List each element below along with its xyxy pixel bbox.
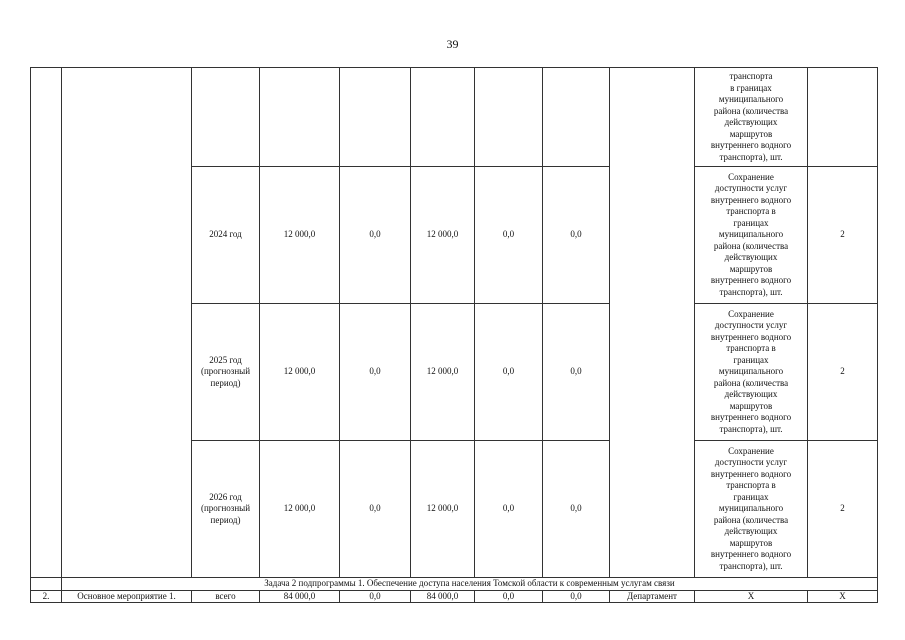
federal-cell: 0,0	[340, 167, 411, 304]
name-cell	[62, 68, 192, 578]
value-cell: 2	[808, 441, 878, 578]
indicator-cell: Сохранение доступности услуг внутреннего водного транспорта в границах муниципального района (количества действующих маршрутов внутреннего водного транспорта), шт.	[695, 441, 808, 578]
regional-cell: 12 000,0	[411, 441, 475, 578]
value-cell: 2	[808, 304, 878, 441]
year-cell: 2025 год (прогнозный период)	[192, 304, 260, 441]
federal-cell: 0,0	[340, 304, 411, 441]
num-cell	[31, 68, 62, 578]
other-cell: 0,0	[543, 167, 610, 304]
local-cell: 0,0	[475, 167, 543, 304]
local-cell	[475, 68, 543, 167]
table-row	[31, 68, 878, 167]
name-cell: Основное мероприятие 1.	[62, 590, 192, 603]
page-number: 39	[446, 37, 459, 51]
value-cell: Х	[808, 590, 878, 603]
total-cell: 12 000,0	[260, 441, 340, 578]
regional-cell	[411, 68, 475, 167]
regional-cell: 12 000,0	[411, 167, 475, 304]
indicator-cell: Х	[695, 590, 808, 603]
regional-cell: 12 000,0	[411, 304, 475, 441]
task-title: Задача 2 подпрограммы 1. Обеспечение доступа населения Томской области к современным услугам связи	[62, 578, 878, 591]
other-cell: 0,0	[543, 590, 610, 603]
executor-cell: Департамент	[610, 590, 695, 603]
year-cell: 2024 год	[192, 167, 260, 304]
federal-cell: 0,0	[340, 590, 411, 603]
local-cell: 0,0	[475, 590, 543, 603]
indicator-cell: транспорта в границах муниципального района (количества действующих маршрутов внутреннего водного транспорта), шт.	[695, 68, 808, 167]
indicator-cell: Сохранение доступности услуг внутреннего водного транспорта в границах муниципального района (количества действующих маршрутов внутреннего водного транспорта), шт.	[695, 167, 808, 304]
value-cell: 2	[808, 167, 878, 304]
regional-cell: 84 000,0	[411, 590, 475, 603]
total-cell: 84 000,0	[260, 590, 340, 603]
other-cell: 0,0	[543, 441, 610, 578]
year-cell: 2026 год (прогнозный период)	[192, 441, 260, 578]
program-table	[30, 67, 878, 603]
year-cell	[192, 68, 260, 167]
total-cell: 12 000,0	[260, 304, 340, 441]
federal-cell: 0,0	[340, 441, 411, 578]
local-cell: 0,0	[475, 304, 543, 441]
total-cell: 12 000,0	[260, 167, 340, 304]
federal-cell	[340, 68, 411, 167]
year-cell: всего	[192, 590, 260, 603]
num-cell	[31, 578, 62, 591]
executor-cell	[610, 68, 695, 578]
other-cell: 0,0	[543, 304, 610, 441]
value-cell	[808, 68, 878, 167]
main-event-row	[31, 590, 878, 603]
other-cell	[543, 68, 610, 167]
task-row	[31, 578, 878, 591]
local-cell: 0,0	[475, 441, 543, 578]
indicator-cell: Сохранение доступности услуг внутреннего водного транспорта в границах муниципального района (количества действующих маршрутов внутреннего водного транспорта), шт.	[695, 304, 808, 441]
num-cell: 2.	[31, 590, 62, 603]
total-cell	[260, 68, 340, 167]
